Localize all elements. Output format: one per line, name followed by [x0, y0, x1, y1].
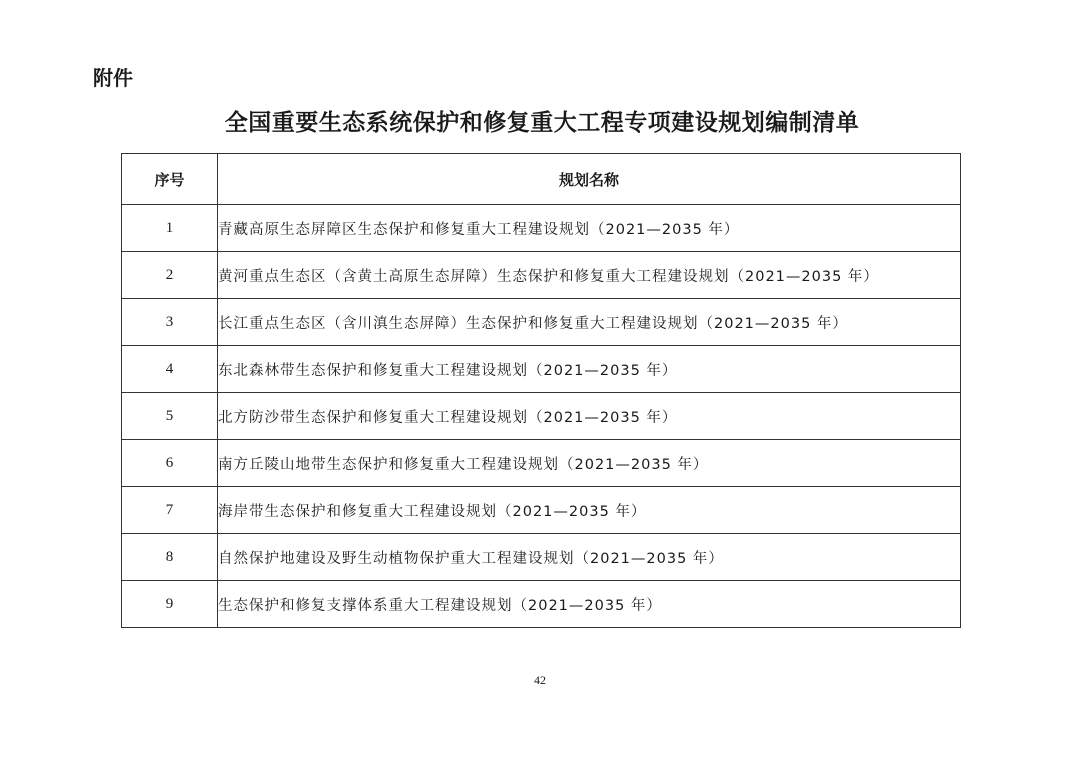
- row-index: 9: [122, 581, 218, 628]
- row-plan-name: 北方防沙带生态保护和修复重大工程建设规划（2021—2035 年）: [218, 393, 961, 440]
- table-row: [122, 534, 961, 581]
- table-row: [122, 393, 961, 440]
- table-header-row: [122, 154, 961, 205]
- row-index: 2: [122, 252, 218, 299]
- column-header-name: 规划名称: [218, 154, 961, 205]
- row-plan-name: 黄河重点生态区（含黄土高原生态屏障）生态保护和修复重大工程建设规划（2021—2035 年）: [218, 252, 961, 299]
- row-plan-name: 海岸带生态保护和修复重大工程建设规划（2021—2035 年）: [218, 487, 961, 534]
- row-index: 8: [122, 534, 218, 581]
- attachment-label: 附件: [93, 66, 133, 90]
- row-index: 5: [122, 393, 218, 440]
- row-index: 4: [122, 346, 218, 393]
- page-number: 42: [534, 673, 546, 687]
- table-row: [122, 252, 961, 299]
- row-plan-name: 青藏高原生态屏障区生态保护和修复重大工程建设规划（2021—2035 年）: [218, 205, 961, 252]
- table-row: [122, 440, 961, 487]
- page-title: 全国重要生态系统保护和修复重大工程专项建设规划编制清单: [224, 109, 860, 136]
- row-plan-name: 自然保护地建设及野生动植物保护重大工程建设规划（2021—2035 年）: [218, 534, 961, 581]
- table-row: [122, 581, 961, 628]
- plan-list-table: [121, 153, 961, 628]
- row-index: 6: [122, 440, 218, 487]
- row-plan-name: 长江重点生态区（含川滇生态屏障）生态保护和修复重大工程建设规划（2021—2035 年）: [218, 299, 961, 346]
- table-row: [122, 205, 961, 252]
- row-index: 1: [122, 205, 218, 252]
- row-plan-name: 南方丘陵山地带生态保护和修复重大工程建设规划（2021—2035 年）: [218, 440, 961, 487]
- table-row: [122, 299, 961, 346]
- table-row: [122, 346, 961, 393]
- row-index: 7: [122, 487, 218, 534]
- column-header-index: 序号: [122, 154, 218, 205]
- table-row: [122, 487, 961, 534]
- row-plan-name: 东北森林带生态保护和修复重大工程建设规划（2021—2035 年）: [218, 346, 961, 393]
- row-index: 3: [122, 299, 218, 346]
- row-plan-name: 生态保护和修复支撑体系重大工程建设规划（2021—2035 年）: [218, 581, 961, 628]
